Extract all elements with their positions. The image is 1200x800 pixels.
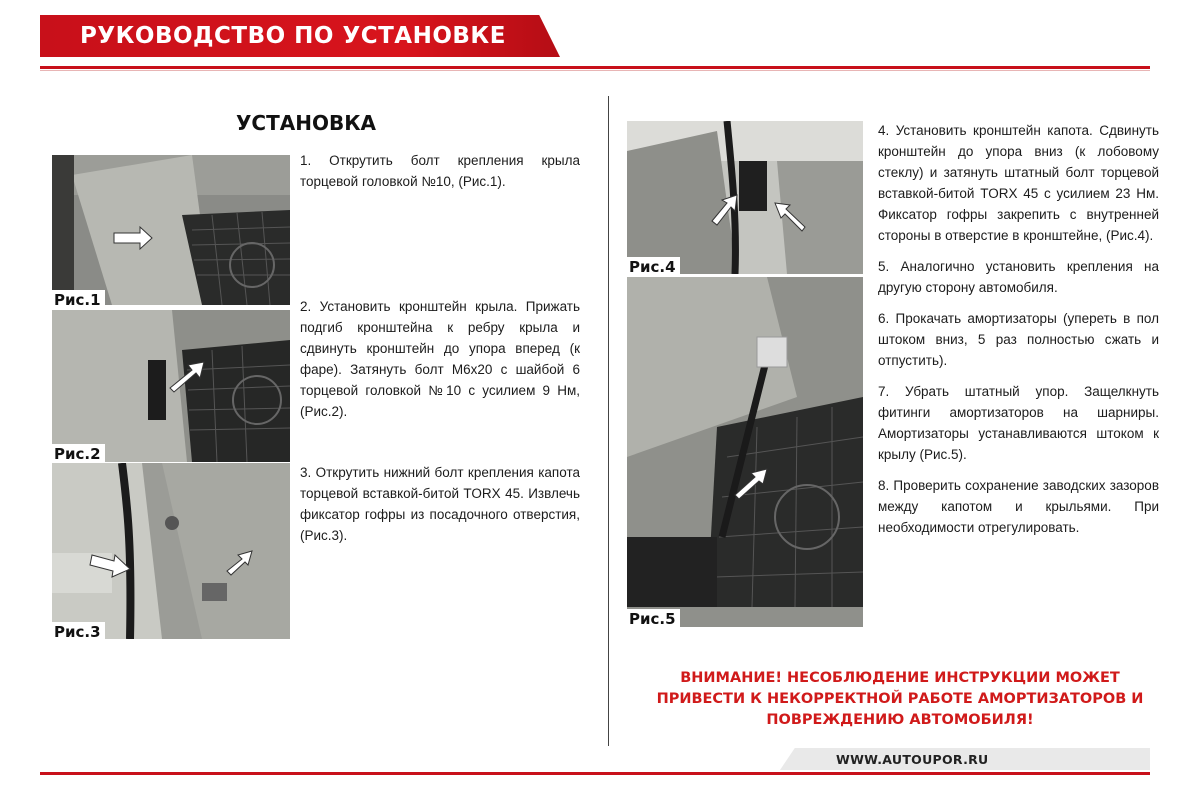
footer-divider [40, 772, 1150, 775]
step-2-text [300, 296, 580, 422]
header-divider [40, 66, 1150, 69]
page-title: РУКОВОДСТВО ПО УСТАНОВКЕ [80, 23, 506, 49]
step-2: 2. Установить кронштейн крыла. Прижать подгиб кронштейна к ребру крыла и сдвинуть кронштейн до упора вперед (к фаре). Затянуть болт М6х20 с шайбой 6 торцевой головкой №10 с усилием 9 Нм, (Рис.2). [300, 299, 580, 419]
step-3: 3. Открутить нижний болт крепления капота торцевой вставкой-битой TORX 45. Извлечь фиксатор гофры из посадочного отверстия, (Рис.3). [300, 465, 580, 543]
figure-5-photo [627, 277, 863, 627]
figure-3-photo [52, 463, 290, 639]
step-6: 6. Прокачать амортизаторы (упереть в пол штоком вниз, 5 раз полностью сжать и отпустить). [878, 311, 1159, 368]
step-8: 8. Проверить сохранение заводских зазоров между капотом и крыльями. При необходимости отрегулировать. [878, 478, 1159, 535]
figure-4-photo [627, 121, 863, 274]
figure-1-label: Рис.1 [52, 290, 105, 309]
step-7: 7. Убрать штатный упор. Защелкнуть фитинги амортизаторов на шарниры. Амортизаторы устанавливаются штоком к крылу (Рис.5). [878, 384, 1159, 462]
step-1-text [300, 150, 580, 192]
footer-website-link[interactable]: WWW.AUTOUPOR.RU [836, 752, 989, 767]
column-divider [608, 96, 609, 746]
figure-1-photo [52, 155, 290, 305]
figure-5-label: Рис.5 [627, 609, 680, 628]
figure-3-label: Рис.3 [52, 622, 105, 641]
figure-2-photo [52, 310, 290, 462]
steps-right [878, 120, 1159, 538]
step-1: 1. Открутить болт крепления крыла торцевой головкой №10, (Рис.1). [300, 153, 580, 189]
warning-notice: ВНИМАНИЕ! НЕСОБЛЮДЕНИЕ ИНСТРУКЦИИ МОЖЕТ ПРИВЕСТИ К НЕКОРРЕКТНОЙ РАБОТЕ АМОРТИЗАТОРОВ И ПОВРЕЖДЕНИЮ АВТОМОБИЛЯ! [656, 670, 1144, 728]
figure-4-label: Рис.4 [627, 257, 680, 276]
section-title: УСТАНОВКА [236, 111, 377, 135]
step-5: 5. Аналогично установить крепления на другую сторону автомобиля. [878, 259, 1159, 295]
figure-2-label: Рис.2 [52, 444, 105, 463]
step-4: 4. Установить кронштейн капота. Сдвинуть кронштейн до упора вниз (к лобовому стеклу) и затянуть штатный болт торцевой вставкой-битой TORX 45 с усилием 23 Нм. Фиксатор гофры закрепить с внутренней стороны в отверстие в кронштейне, (Рис.4). [878, 123, 1159, 243]
header-divider-accent [40, 70, 1150, 71]
step-3-text [300, 462, 580, 546]
